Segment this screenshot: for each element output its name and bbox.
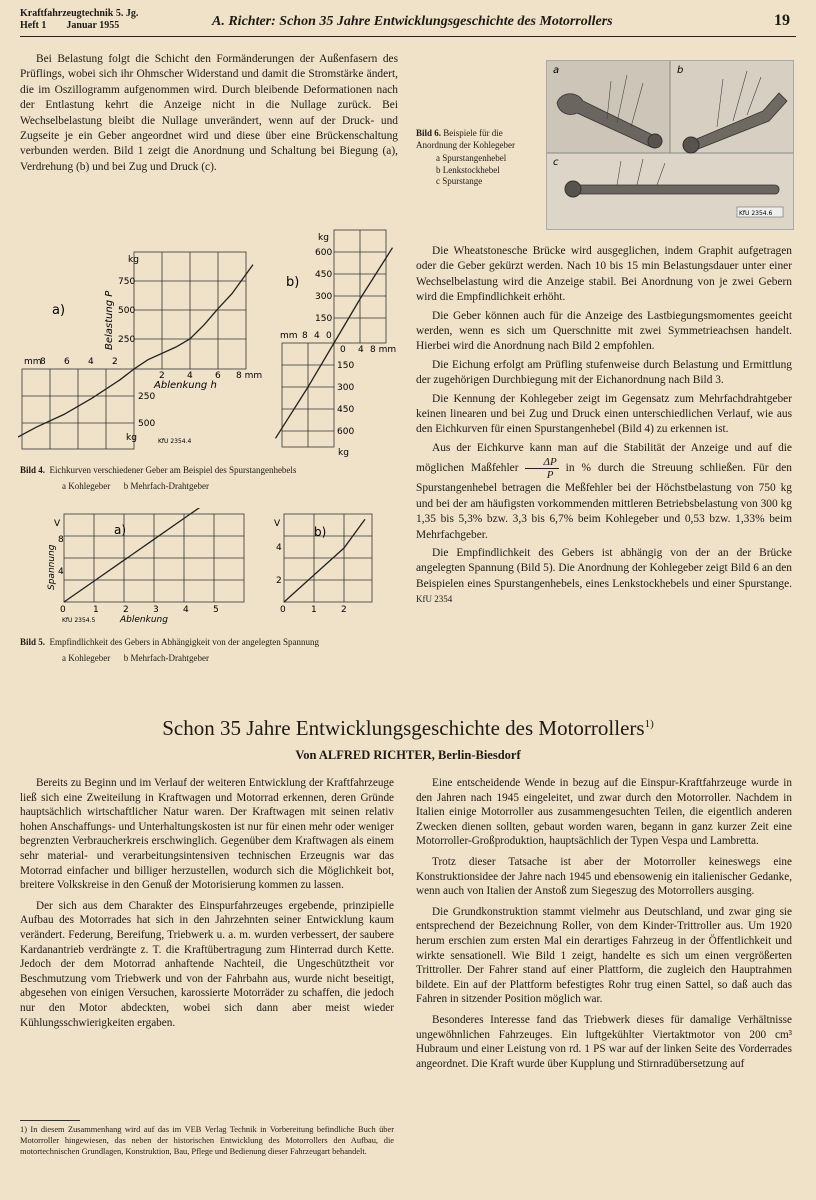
- y-axis-label: Belastung P: [104, 290, 115, 350]
- formula-fraction: [525, 456, 558, 481]
- paragraph: Die Kennung der Kohlegeber zeigt im Gegensatz zum Mehrfachdrahtgeber keinen linearen und bei Zug und Druck einen unterschiedlichen Verlauf, wie aus den Eichkurven für einen Spurstangenhebel (Bild 4) zu erkennen ist.: [416, 392, 792, 436]
- tick-label: 8 mm: [370, 345, 397, 355]
- caption-text: Empfindlichkeit des Gebers in Abhängigkeit von der angelegten Spannung: [49, 637, 319, 647]
- lever-eye: [648, 134, 662, 148]
- article-left-column: [20, 776, 394, 1030]
- tick-label: 2: [159, 371, 165, 381]
- x-axis-label: Ablenkung: [120, 615, 168, 625]
- tick-label: 500: [118, 306, 136, 316]
- x-ticks-pos: [340, 345, 396, 355]
- tick-label: 250: [138, 392, 156, 402]
- y-ticks-neg: [138, 392, 155, 429]
- figure-4b: [276, 230, 397, 458]
- tick-label: 450: [315, 270, 333, 280]
- tick-label: 4: [88, 357, 94, 367]
- footnote-ref: 1): [644, 718, 654, 730]
- figure-5b: [274, 514, 372, 615]
- numerator: ΔP: [525, 456, 558, 469]
- kfu-mark: KfU 2354: [416, 594, 453, 605]
- last-paragraph-text: Die Empfindlichkeit des Gebers ist abhängig von der an der Brücke angelegten Spannung (Bild 5). Die Anordnung der Kohlegeber zeigt Bild 6 an den Beispielen eines Spurstangenhebels, eines Lenkstockhebels und einer Spurstange.: [416, 546, 792, 590]
- lever-eye: [683, 137, 699, 153]
- caption-text: Beispiele für die Anordnung der Kohlegeber: [416, 128, 515, 150]
- title-text: Schon 35 Jahre Entwicklungsgeschichte des Motorrollers: [162, 716, 645, 740]
- unit-kg-upper: kg: [128, 255, 139, 265]
- tick-label: 1: [311, 605, 317, 615]
- panel-label-a: a): [52, 303, 66, 318]
- paragraph: [416, 546, 792, 608]
- panel-label: a: [553, 65, 560, 76]
- grid: [64, 514, 244, 602]
- stamp: KfU 2354.4: [158, 438, 192, 445]
- formula-after: in % durch die Streuung schließen. Für den Spurstangenhebel betragen die Meßfehler bei der Höchstbelastung von 750 kg und bei der am häufigsten vorkommenden mittleren Betriebsbelastung von 300 kg 1,35 bis 5,3% bzw. 3,3 bis 6,7% beim Kohlegeber und 0,53 bzw. 1,33% beim Mehrfachgeber.: [416, 462, 792, 541]
- unit-mm-left: mm: [24, 357, 42, 367]
- caption-label: Bild 6.: [416, 128, 442, 138]
- legend-a: a Kohlegeber: [62, 481, 111, 491]
- figure-5-caption: [20, 636, 398, 664]
- grid-lower: [282, 343, 334, 447]
- denominator: P: [546, 469, 554, 482]
- item-b: b Lenkstockhebel: [436, 164, 500, 175]
- tick-label: 300: [315, 292, 333, 302]
- tick-label: 1: [93, 605, 99, 615]
- tick-label: 150: [315, 314, 333, 324]
- y-ticks: [58, 535, 66, 615]
- formula-before: Aus der Eichkurve kann man auf die Stabilität der Anzeige und auf die möglichen Maßfehler: [416, 441, 792, 475]
- photo-drawing: [547, 61, 793, 229]
- unit-kg-lower: kg: [126, 433, 137, 443]
- tick-label: 0: [326, 331, 332, 341]
- unit-v: V: [274, 519, 281, 529]
- paragraph: Die Geber können auch für die Anzeige des Lastbiegungsmomentes geeicht werden, wenn es sich um Querschnitte mit zwei Symmetrieachsen handelt. Hierbei wird die Anordnung nach Bild 2 empfohlen.: [416, 309, 792, 353]
- tick-label: 600: [315, 248, 333, 258]
- tick-label: 0: [60, 605, 66, 615]
- figure-4-caption: [20, 464, 398, 492]
- panel-label: c: [553, 157, 559, 168]
- figure-5a: [47, 508, 244, 625]
- spurstange-shape: [569, 185, 779, 194]
- article-right-column: [416, 776, 792, 1071]
- paragraph: Der sich aus dem Charakter des Einspurfahrzeuges ergebende, prinzipielle Aufbau des Motorrades hat sich in den Jahrzehnten seiner Entwicklung kaum verändert. Federung, Bereifung, Triebwerk u. a. m. wurden verbessert, der saubere Kardanantrieb verdrängte z. T. die Kraftübertragung zum Hinterrad durch Kette. Jedoch der dem Motorrad anhaftende Nachteil, die Ungeschütztheit vor Beschmutzung vom Triebwerk und von der Fahrbahn aus, wurde nicht beseitigt, abgesehen von einigen Versuchen, karossierte Motorräder zu schaffen, die jedoch nur den Motor abdeckten, wobei sich dann aber meist wieder Kühlungsschwierigkeiten ergaben.: [20, 899, 394, 1029]
- rod-eye: [565, 181, 581, 197]
- paragraph: Eine entscheidende Wende in bezug auf die Einspur-Kraftfahrzeuge wurde in den Jahren nach 1945 eingeleitet, und zwar durch den Motorroller. Nachdem in Italien einige Motorroller aus zusammengesuchten Teilen, die eigentlich anderen Zwecken dienen sollten, gebaut worden waren, begann in ganz kurzer Zeit eine Motorroller-Großproduktion, hauptsächlich der Typen Vespa und Lambretta.: [416, 777, 792, 848]
- tick-label: 300: [337, 383, 355, 393]
- x-ticks-neg: [302, 331, 332, 341]
- paragraph: Trotz dieser Tatsache ist aber der Motorroller keineswegs eine Konstruktionsidee der Jahre nach 1945 und ebensowenig ein italienischer Gedanke, wenn auch von Italien der Anstoß zum Siegeszug des Motorrollers ausging.: [416, 855, 792, 898]
- paragraph: Bereits zu Beginn und im Verlauf der weiteren Entwicklung der Kraftfahrzeuge ließ sich eine Zweiteilung in Kraftwagen und Motorrad erkennen, deren Gründe hauptsächlich wirtschaftlicher Natur waren. Der Kraftwagen mit seinen relativ hohen Anschaffungs- und Unterhaltungskosten ist nur für einen mehr oder weniger begrenzten Verbraucherkreis erschwinglich. Gegenüber dem Kraftwagen als einem sehr material- und verarbeitungsintensiven technischen Erzeugnis war das Motorrad einfacher und billiger herzustellen, wodurch sich die Möglichkeit bot, breitere Volkskreise in den Genuß der Motorisierung kommen zu lassen.: [20, 777, 394, 892]
- paragraph: Bei Belastung folgt die Schicht den Formänderungen der Außenfasern des Prüflings, wobei sich ihr Ohmscher Widerstand und damit die Stromstärke ändert, die im Oszillogramm aufgenommen wird. Durch bleibende Deformationen nach der Entlastung kehrt die Anzeige nicht in die Nullage zurück. Bei Wechselbelastung bleibt die Nullage unverändert, wenn auf der Druck- und Zugseite je ein Geber angeordnet wird und diese über eine Brückenschaltung verbunden werden. Bild 1 zeigt die Anordnung und Schaltung bei Biegung (a), Verdrehung (b) und bei Zug und Druck (c).: [20, 53, 398, 173]
- tick-label: 8: [302, 331, 308, 341]
- stamp: KfU 2354.5: [62, 617, 96, 624]
- tick-label: 8: [58, 535, 64, 545]
- paragraph-formula: [416, 441, 792, 543]
- item-c: c Spurstange: [436, 176, 483, 186]
- unit-kg-lower: kg: [338, 448, 349, 458]
- panel-label-b: b): [314, 525, 327, 539]
- journal-info: [20, 8, 138, 32]
- y-axis-label: Spannung: [47, 544, 57, 590]
- caption-text: Eichkurven verschiedener Geber am Beispiel des Spurstangenhebels: [49, 465, 297, 475]
- x-ticks: [311, 605, 347, 615]
- footnote-rule: [20, 1120, 80, 1121]
- paragraph: Besonderes Interesse fand das Triebwerk dieses für damalige Verhältnisse ungewöhnlichen Fahrzeuges. Ein luftgekühlter Viertaktmotor von 200 cm³ Hubraum und einer Leistung von rd. 1 PS war auf der linken Seite des Vorderrades angeordnet. Die Kraft wurde über Kupplung und Stirnradübersetzung auf: [416, 1013, 792, 1070]
- stamp: KfU 2354.6: [739, 210, 773, 217]
- series-line: [64, 508, 214, 602]
- upper-right-text: [416, 244, 792, 608]
- tick-label: 2: [341, 605, 347, 615]
- tick-label: 4: [58, 567, 64, 577]
- y-ticks: [276, 543, 286, 615]
- tick-label: 500: [138, 419, 156, 429]
- x-ticks-neg: [40, 357, 118, 367]
- legend-b: b Mehrfach-Drahtgeber: [123, 481, 209, 491]
- tick-label: 4: [276, 543, 282, 553]
- panel-label: b: [677, 65, 684, 76]
- figure-6-photo: [546, 60, 794, 230]
- grid-upper: [334, 230, 386, 343]
- caption-label: Bild 4.: [20, 465, 46, 475]
- unit-kg-upper: kg: [318, 233, 329, 243]
- y-ticks-pos: [118, 277, 135, 345]
- figure-4: [18, 222, 398, 458]
- tick-label: 2: [112, 357, 118, 367]
- tick-label: 3: [153, 605, 159, 615]
- y-ticks-pos: [315, 248, 332, 324]
- tick-label: 0: [280, 605, 286, 615]
- journal-line-2: Heft 1 Januar 1955: [20, 20, 120, 31]
- legend-b: b Mehrfach-Drahtgeber: [123, 653, 209, 663]
- paragraph: Die Eichung erfolgt am Prüfling stufenweise durch Belastung und Ermittlung der zugehörigen Durchbiegung mit der Eichanordnung nach Bild 3.: [416, 358, 792, 387]
- figure-4a: [18, 252, 262, 449]
- tick-label: 600: [337, 427, 355, 437]
- article-author: Von ALFRED RICHTER, Berlin-Biesdorf: [295, 748, 521, 762]
- unit-v: V: [54, 519, 61, 529]
- tick-label: 4: [358, 345, 364, 355]
- tick-label: 250: [118, 335, 136, 345]
- journal-line-1: Kraftfahrzeugtechnik 5. Jg.: [20, 8, 139, 19]
- tick-label: 750: [118, 277, 136, 287]
- tick-label: 2: [276, 576, 282, 586]
- tick-label: 4: [187, 371, 193, 381]
- x-axis-label: Ablenkung h: [154, 380, 217, 391]
- upper-left-text: [20, 52, 398, 175]
- footnote: 1) In diesem Zusammenhang wird auf das im VEB Verlag Technik in Vorbereitung befindliche Buch über Motorroller hingewiesen, das neben der historischen Entwicklung des Motorrollers den Aufbau, die motortechnischen Grundlagen, Konstruktion, Bau, Pflege und Bedienung dieser Fahrzeugart behandelt.: [20, 1125, 394, 1156]
- y-ticks-neg: [337, 361, 354, 437]
- tick-label: 8: [40, 357, 46, 367]
- paragraph: Die Wheatstonesche Brücke wird ausgeglichen, indem Graphit aufgetragen oder die Geber gekürzt werden. Nach 10 bis 15 min Belastungsdauer unter einer Wechselbelastung wird die Anzeige stabil. Bei Anordnung von je zwei Gebern wird die Empfindlichkeit erhöht.: [416, 245, 792, 304]
- tick-label: 5: [213, 605, 219, 615]
- tick-label: 6: [215, 371, 221, 381]
- panel-label-a: a): [114, 523, 127, 537]
- caption-label: Bild 5.: [20, 637, 46, 647]
- tick-label: 8 mm: [236, 371, 263, 381]
- grid-upper: [134, 252, 246, 369]
- x-ticks: [93, 605, 219, 615]
- running-title: A. Richter: Schon 35 Jahre Entwicklungsgeschichte des Motorrollers: [212, 14, 613, 29]
- unit-mm-left: mm: [280, 331, 298, 341]
- item-a: a Spurstangenhebel: [436, 153, 507, 163]
- tick-label: 2: [123, 605, 129, 615]
- header-rule: [20, 36, 796, 37]
- article-title: [0, 716, 816, 741]
- panel-label-b: b): [286, 275, 300, 290]
- page-number: 19: [774, 12, 790, 29]
- figure-6-caption: [416, 128, 540, 188]
- legend-a: a Kohlegeber: [62, 653, 111, 663]
- tick-label: 0: [340, 345, 346, 355]
- tick-label: 4: [183, 605, 189, 615]
- figure-5: [18, 508, 398, 630]
- tick-label: 6: [64, 357, 70, 367]
- tick-label: 450: [337, 405, 355, 415]
- tick-label: 4: [314, 331, 320, 341]
- paragraph: Die Grundkonstruktion stammt vielmehr aus Deutschland, und zwar ging sie entsprechend der Bezeichnung Roller, von dem Kinder-Trittroller aus. Um 1920 herum erschien zum ersten Mal ein derartiges Fahrzeug in der Öffentlichkeit und wirkte sensationell. Wie Bild 1 zeigt, handelte es sich um einen vergrößerten Trittroller. Der Fahrer stand auf einer Plattform, die zugleich den Hauptrahmen bildete. Ein auf der Plattform befestigtes Rohr trug einen Sattel, so daß auch das Fahren in sitzender Position möglich war.: [416, 905, 792, 1006]
- tick-label: 150: [337, 361, 355, 371]
